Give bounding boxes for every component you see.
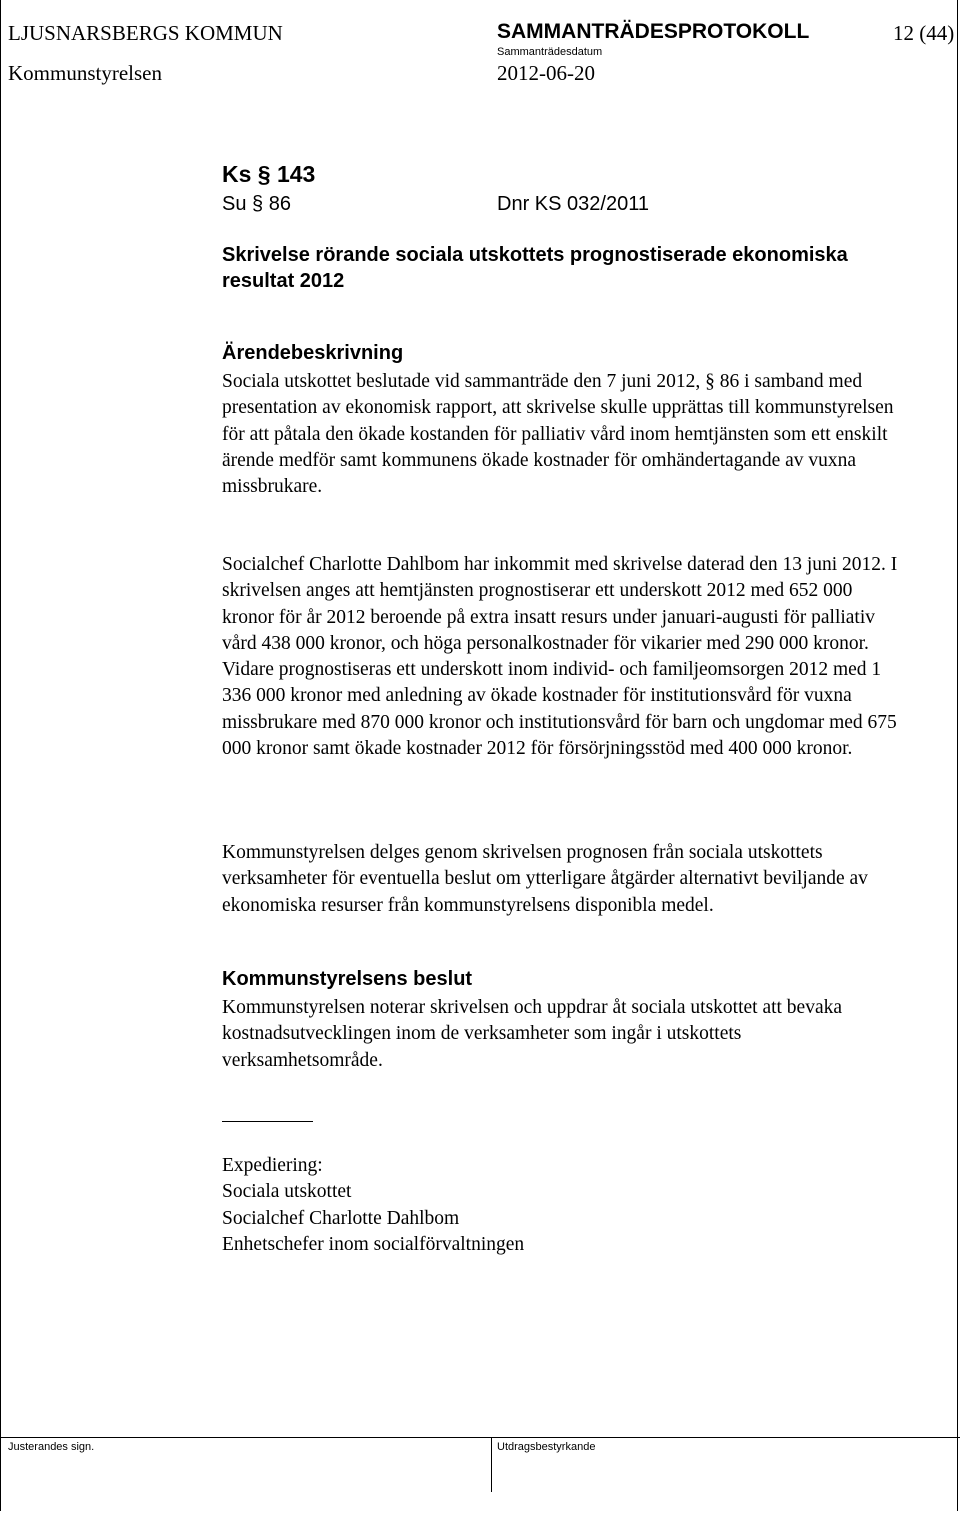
document-type: SAMMANTRÄDESPROTOKOLL bbox=[497, 20, 810, 43]
body-name: Kommunstyrelsen bbox=[8, 61, 162, 85]
expediering-block bbox=[222, 1153, 902, 1258]
decision-paragraph: Kommunstyrelsen noterar skrivelsen och uppdrar åt sociala utskottet att bevaka kostnadsutvecklingen inom de verksamheter som ingår i utskottets verksamhetsområde. bbox=[222, 997, 843, 1071]
page-number: 12 (44) bbox=[893, 21, 955, 45]
date-label: Sammanträdesdatum bbox=[497, 46, 603, 58]
expediering-label: Expediering: bbox=[222, 1155, 323, 1176]
item-title: Skrivelse rörande sociala utskottets prognostiserade ekonomiska resultat 2012 bbox=[222, 244, 848, 292]
footer-utdragsbestyrkande: Utdragsbestyrkande bbox=[497, 1441, 596, 1453]
footer-justerandes-sign: Justerandes sign. bbox=[8, 1441, 95, 1453]
description-paragraph-1: Sociala utskottet beslutade vid sammanträde den 7 juni 2012, § 86 i samband med presentation av ekonomisk rapport, att skrivelse skulle upprättas till kommunstyrelsen för att påtala den ökade kostanden för palliativ vård inom hemtjänsten som ett enskilt ärende medför samt kommunens ökade kostnader för omhändertagande av vuxna missbrukare. bbox=[222, 371, 894, 498]
organization-name: LJUSNARSBERGS KOMMUN bbox=[8, 21, 283, 45]
ks-paragraph: Ks § 143 bbox=[222, 161, 316, 187]
su-paragraph: Su § 86 bbox=[222, 193, 291, 215]
meeting-date: 2012-06-20 bbox=[497, 61, 595, 85]
expediering-recipient: Socialchef Charlotte Dahlbom bbox=[222, 1207, 460, 1229]
expediering-recipient: Sociala utskottet bbox=[222, 1181, 352, 1203]
separator-rule bbox=[222, 1121, 313, 1122]
description-paragraph-2: Socialchef Charlotte Dahlbom har inkommit med skrivelse daterad den 13 juni 2012. I skrivelsen anges att hemtjänsten prognostiserar ett underskott 2012 med 652 000 kronor för år 2012 beroende på extra insatt resurs under januari-augusti för palliativ vård 438 000 kronor, och höga personalkostnader för vikarier med 290 000 kronor. Vidare prognostiseras ett underskott inom individ- och familjeomsorgen 2012 med 1 336 000 kronor med anledning av ökade kostnader för institutionsvård för vuxna missbrukare med 870 000 kronor och institutionsvård för barn och ungdomar med 675 000 kronor samt ökade kostnader 2012 för försörjningsstöd med 400 000 kronor. bbox=[222, 554, 898, 760]
decision-heading: Kommunstyrelsens beslut bbox=[222, 968, 473, 990]
description-paragraph-3: Kommunstyrelsen delges genom skrivelsen prognosen från sociala utskottets verksamheter för eventuella beslut om ytterligare åtgärder alternativt beviljande av ekonomiska resurser från kommunstyrelsens disponibla medel. bbox=[222, 842, 868, 916]
footer-divider bbox=[491, 1437, 492, 1492]
description-heading: Ärendebeskrivning bbox=[222, 342, 404, 364]
footer-line bbox=[0, 1437, 960, 1438]
dnr-number: Dnr KS 032/2011 bbox=[497, 193, 649, 215]
expediering-recipient: Enhetschefer inom socialförvaltningen bbox=[222, 1233, 525, 1255]
